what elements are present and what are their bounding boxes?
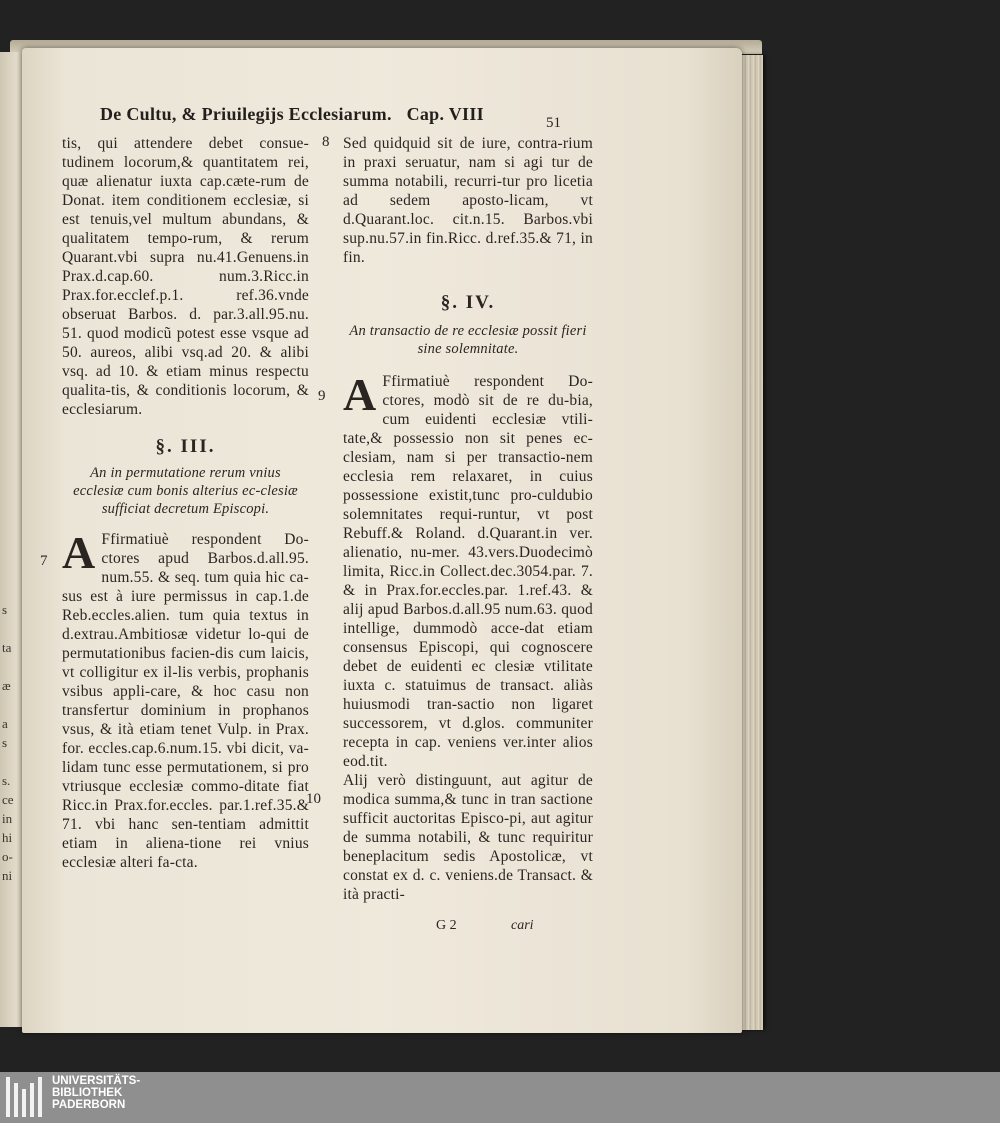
left-fragment-4: æ	[2, 678, 11, 693]
section-heading-3: §. III.	[155, 436, 216, 457]
running-title	[100, 104, 484, 125]
left-page-fragments	[0, 60, 22, 1020]
left-fragment-14: ni	[2, 868, 13, 883]
running-title-text: De Cultu, & Priuilegijs Ecclesiarum.	[100, 104, 392, 124]
right-paragraph-3: Alij verò distinguunt, aut agitur de modica summa,& tunc in tran sactione sufficit auctoritas Episco-pi, aut agitur de summa notabili, & tunc requiritur beneplacitum sedis Apostolicæ, vt constat ex d. c. veniens.de Transact. & ità practi-	[343, 772, 593, 903]
left-fragment-0: s	[2, 602, 8, 617]
library-name-line-2: BIBLIOTHEK	[52, 1087, 123, 1099]
right-paragraph-2	[343, 369, 593, 771]
section-title-3: An in permutatione rerum vnius ecclesiæ cum bonis alterius ec-clesiæ sufficiat decretum Episcopi.	[73, 465, 298, 517]
right-column	[343, 134, 593, 904]
signature-mark: G 2	[436, 918, 457, 933]
right-paragraph-2-text: Ffirmatiuè respondent Do-ctores, modò sit de re du-bia, cum euidenti ecclesiæ vtili-tate,& possessio non sit penes ec-clesiam, nam si per transactio-nem ecclesia rem relaxaret, in cuius possessione existit,tunc pro-culdubio solemnitates requi-runtur, vt post Rebuff.& Roland. d.Quarant.in ver. alienatio, nu-mer. 43.vers.Duodecimò limita, Ricc.in Collect.dec.3054.par. 7. & in Prax.for.eccles.par. 1.ref.43. & alij apud Barbos.d.all.95 num.63. quod intellige, dummodò acce-dat etiam consensus Episcopi, qui cognoscere debet de euidenti ec clesiæ vtilitate iuxta c. statuimus de transact. aliàs huiusmodi tran-sactio non ligaret successorem, vt d.glos. communiter recepta in cap. veniens ver.inter alios eod.tit.	[343, 373, 593, 770]
margin-number-10: 10	[306, 791, 321, 807]
left-fragment-7: s	[2, 735, 8, 750]
drop-cap-left: A	[62, 527, 96, 578]
margin-number-7: 7	[40, 553, 48, 569]
margin-number-9: 9	[318, 388, 326, 404]
left-fragment-6: a	[2, 716, 8, 731]
library-footer	[0, 1072, 1000, 1123]
left-paragraph-1: tis, qui attendere debet consue-tudinem locorum,& quantitatem rei, quæ alienatur iuxta cap.cæte-rum de Donat. item conditionem ecclesiæ, si est tenuis,vel multum abundans, & qualitatem tempo-rum, & rerum Quarant.vbi supra nu.41.Genuens.in Prax.d.cap.60. num.3.Ricc.in Prax.for.ecclef.p.1. ref.36.vnde obseruat Barbos. d. par.3.all.95.nu. 51. quod modicũ potest esse vsque ad 50. aureos, alibi vsq.ad 20. & alibi vsq. ad 10. & etiam minus respectu qualita-tis, & conditionis locorum, & ecclesiarum.	[62, 135, 309, 418]
section-title-4: An transactio de re ecclesiæ possit fieri sine solemnitate.	[349, 323, 587, 357]
chapter-label: Cap. VIII	[406, 104, 484, 124]
folio-number: 51	[546, 115, 561, 131]
library-name-line-3: PADERBORN	[52, 1099, 126, 1111]
left-column	[62, 134, 309, 872]
catchword: cari	[511, 918, 534, 933]
library-name-line-1: UNIVERSITÄTS-	[52, 1075, 141, 1087]
library-name[interactable]	[52, 1075, 140, 1111]
drop-cap-right: A	[343, 369, 377, 420]
left-fragment-11: in	[2, 811, 13, 826]
left-fragment-12: hi	[2, 830, 13, 845]
margin-number-8: 8	[322, 134, 330, 150]
left-fragment-13: o-	[2, 849, 13, 864]
right-paragraph-1: Sed quidquid sit de iure, contra-rium in praxi seruatur, nam si agi tur de summa notabili, recurri-tur pro licetia ad sedem aposto-licam, vt d.Quarant.loc. cit.n.15. Barbos.vbi sup.nu.57.in fin.Ricc. d.ref.35.& 71, in fin.	[343, 135, 593, 266]
section-heading-4: §. IV.	[440, 292, 496, 313]
left-fragment-10: ce	[2, 792, 14, 807]
left-paragraph-2-text: Ffirmatiuè respondent Do-ctores apud Barbos.d.all.95. num.55. & seq. tum quia hic ca-sus est à iure permissus in cap.1.de Reb.eccles.alien. tum quia textus in d.extrau.Ambitiosæ videtur lo-qui de permutationibus facien-dis cum laicis, vt colligitur ex il-lis verbis, prophanis vsibus appli-care, & hoc casu non transfertur dominium in prophanos vsus, & ità etiam tenet Vulp. in Prax. for. eccles.cap.6.num.15. vbi dicit, va-lidam tunc esse permutationem, si pro vtriusque ecclesiæ commo-ditate fiat Ricc.in Prax.for.eccles. par.1.ref.35.& 71. vbi hanc sen-tentiam admittit etiam in aliena-tione rei vnius ecclesiæ alteri fa-cta.	[62, 531, 309, 871]
left-paragraph-2	[62, 527, 309, 872]
left-fragment-2: ta	[2, 640, 12, 655]
left-fragment-9: s.	[2, 773, 11, 788]
library-logo-icon	[6, 1077, 46, 1117]
